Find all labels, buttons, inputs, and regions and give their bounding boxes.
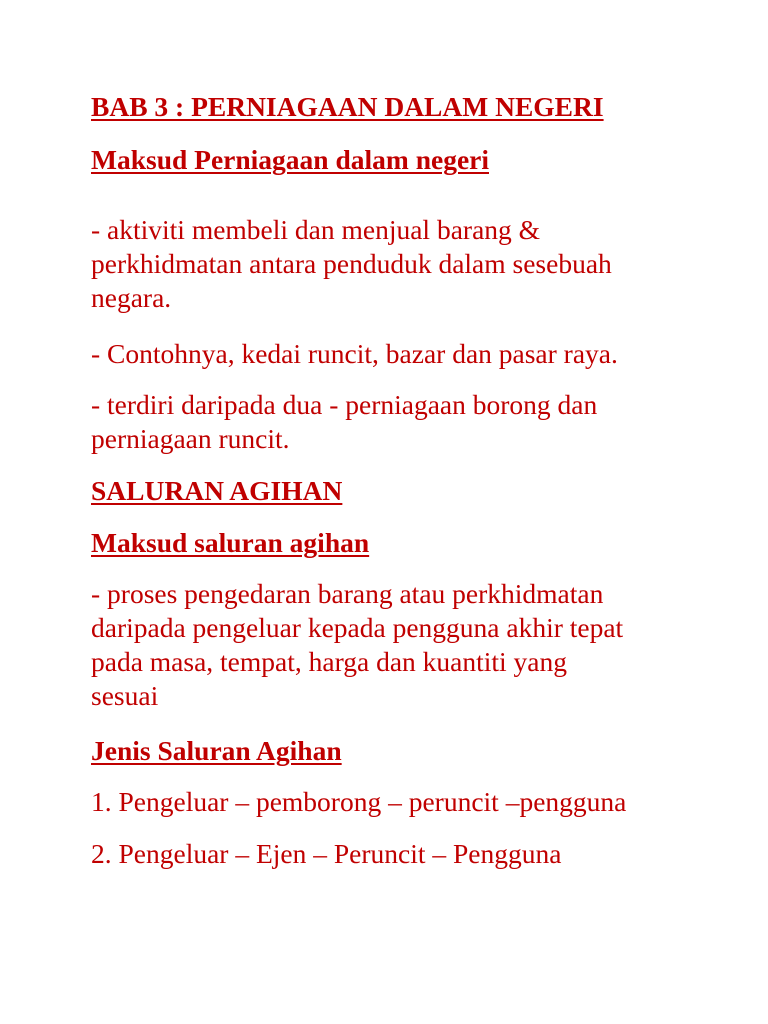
paragraph-line: sesuai (91, 680, 159, 711)
list-item-channel-2 (91, 837, 711, 871)
paragraph-saluran-definition (91, 577, 711, 713)
paragraph-line: - terdiri daripada dua - perniagaan borong dan (91, 389, 598, 420)
list-item-channel-1 (91, 785, 711, 819)
paragraph-line: - aktiviti membeli dan menjual barang & (91, 214, 541, 245)
paragraph-line: - proses pengedaran barang atau perkhidmatan (91, 578, 604, 609)
paragraph-definition (91, 213, 711, 315)
paragraph-line: daripada pengeluar kepada pengguna akhir tepat (91, 612, 624, 643)
list-item-text: 1. Pengeluar – pemborong – peruncit –pengguna (91, 786, 627, 817)
list-item-text: 2. Pengeluar – Ejen – Peruncit – Pengguna (91, 838, 562, 869)
paragraph-line: perkhidmatan antara penduduk dalam sesebuah (91, 248, 612, 279)
paragraph-line: - Contohnya, kedai runcit, bazar dan pasar raya. (91, 338, 618, 369)
paragraph-line: negara. (91, 282, 172, 313)
paragraph-line: pada masa, tempat, harga dan kuantiti yang (91, 646, 567, 677)
page-title: BAB 3 : PERNIAGAAN DALAM NEGERI (91, 91, 604, 122)
paragraph-types (91, 388, 711, 456)
section-heading-maksud-perniagaan: Maksud Perniagaan dalam negeri (91, 144, 489, 175)
paragraph-examples (91, 337, 711, 371)
subheading-maksud-saluran: Maksud saluran agihan (91, 527, 370, 558)
paragraph-line: perniagaan runcit. (91, 423, 290, 454)
section-heading-saluran-agihan: SALURAN AGIHAN (91, 475, 343, 506)
section-heading-jenis-saluran: Jenis Saluran Agihan (91, 735, 342, 766)
